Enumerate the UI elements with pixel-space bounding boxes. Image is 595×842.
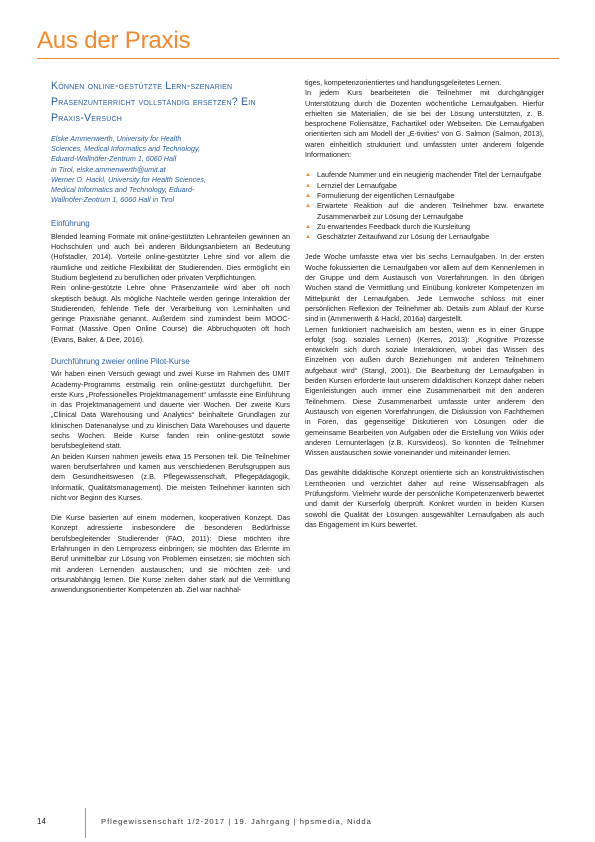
left-column — [51, 72, 290, 596]
list-item: ▲ Erwartete Reaktion auf die anderen Teilnehmer bzw. erwartete Zusammenarbeit zur Lösung der Lernaufgabe — [305, 201, 544, 221]
list-item: ▲ Formulierung der eigentlichen Lernaufgabe — [305, 190, 455, 200]
bullet-marker-icon: ▲ — [305, 223, 311, 230]
footer-divider — [85, 808, 86, 838]
footer-text: Pflegewissenschaft 1/2-2017 | 19. Jahrgang | hpsmedia, Nidda — [101, 817, 372, 826]
paragraph: In jedem Kurs bearbeiteten die Teilnehmer mit durchgängiger Unterstützung durch die Dozenten wöchentliche Lernaufgaben. Hierfür erhielten sie Materialien, die sie bei der Lösung unterstützten, z. B. besprochene Foliensätze, Fachartikel oder Webseiten. Die Lernaufgaben orientierten sich am Modell der „E-tivities“ von G. Salmon (Salmon, 2013), waren einheitlich strukturiert und umfassten unter anderem folgende Informationen: — [305, 88, 544, 160]
paragraph: Das gewählte didaktische Konzept orientierte sich an konstruktivistischen Lerntheorien und verzichtet daher auf reine Wissensabfragen als Prüfungsform. Vielmehr wurde der persönliche Kompetenzerwerb bewertet und damit der Kurserfolg überprüft. Konkret wurden in beiden Kursen sowohl die Qualität der Lösungen ausgewählter Lernaufgaben als auch das Engagement im Kurs bewertet. — [305, 468, 544, 529]
bullet-marker-icon: ▲ — [305, 234, 311, 241]
paragraph: tiges, kompetenzorientiertes und handlungsgeleitetes Lernen. — [305, 78, 502, 87]
section-title: Aus der Praxis — [37, 27, 191, 54]
list-item: ▲ Lernziel der Lernaufgabe — [305, 180, 397, 190]
paragraph: Wir haben einen Versuch gewagt und zwei Kurse im Rahmen des UMIT Academy-Programms erstmalig rein online-gestützt durchgeführt. Der erste Kurs „Professionelles Projektmanagement“ umfasste eine Einführung in das Projektmanagement und dauerte vier Wochen. Der zweite Kurs „Clinical Data Warehousing und Analytics“ beinhaltete Grundlagen zur klinischen Datenanalyse und zu klinischen Data Warehouses und dauerte sechs Wochen. Beide Kurse fanden rein online-gestützt sowie berufsbegleitend statt. — [51, 369, 290, 451]
list-item: ▲ Geschätzter Zeitaufwand zur Lösung der Lernaufgabe — [305, 232, 490, 242]
author-line: Medical Informatics and Technology, Eduard- — [51, 185, 195, 195]
paragraph: Lernen funktioniert nachweislich am besten, wenn es in einer Gruppe erfolgt (sog. soziales Lernen) (Kerres, 2013): „Kognitive Prozesse entwickeln sich durch soziale Interaktionen, wobei das Wissen des Einzelnen von außen durch Beziehungen mit anderen Teilnehmern aufgebaut wird“ (Stangl, 2001). Die Bearbeitung der Lernaufgaben in beiden Kursen erforderte laut unserem didaktischen Konzept daher neben Eigenleistungen auch immer eine Zusammenarbeit mit den anderen Teilnehmern. Diese Zusammenarbeit umfasste unter anderem den Austausch von eigenen Vorerfahrungen, die Diskussion von Fachthemen in Foren, das gegenseitige Diskutieren von Lösungen oder die gemeinsame Bearbeiten von Aufgaben oder die Erstellung von Wikis oder anderen Lernunterlagen (z.B. Kursvideos). So konnten die Teilnehmer Wissen austauschen sowie voneinander und miteinander lernen. — [305, 324, 544, 458]
article-title: Können online-gestützte Lern-szenarien Präsenzunterricht vollständig ersetzen? Ein Praxis-Versuch — [51, 80, 256, 124]
paragraph: Jede Woche umfasste etwa vier bis sechs Lernaufgaben. In der ersten Woche fokussierten die Lernaufgaben vor allem auf dem Kennenlernen in der Gruppe und dem Austausch von Vorerfahrungen. In den übrigen Wochen stand die Vermittlung und Einübung konkreter Kompetenzen im Mittelpunkt der Lernaufgaben. Jede Lernwoche schloss mit einer persönlichen Reflexion der Teilnehmer ab. Details zum Ablauf der Kurse sind in (Ammenwerth & Hackl, 2016a) dargestellt. — [305, 252, 544, 324]
bullet-marker-icon: ▲ — [305, 192, 311, 199]
paragraph: Blended learning Formate mit online-gestützten Lehranteilen gewinnen an Hochschulen und auch bei anderen Bildungsanbietern an Bedeutung (Hofstadler, 2014). Vorteile online-gestützter Lehre sind vor allem die räumliche und zeitliche Flexibilität der Studierenden. Dies ermöglicht ein Studium begleitend zu beruflichen oder privaten Verpflichtungen. — [51, 231, 290, 282]
bullet-marker-icon: ▲ — [305, 172, 311, 179]
author-line: Elske Ammenwerth, University for Health — [51, 134, 182, 143]
right-column — [305, 78, 544, 530]
heading-pilot: Durchführung zweier online Pilot-Kurse — [51, 356, 190, 366]
bullet-list — [305, 170, 544, 242]
top-divider — [37, 58, 559, 59]
author-block — [51, 134, 290, 205]
list-item: ▲ Zu erwartendes Feedback durch die Kursleitung — [305, 221, 471, 231]
heading-intro: Einführung — [51, 219, 90, 229]
author-line: Sciences, Medical Informatics and Technology, — [51, 144, 201, 154]
bullet-marker-icon: ▲ — [305, 182, 311, 189]
author-line: Eduard-Wallnöfer-Zentrum 1, 6060 Hall — [51, 154, 177, 164]
paragraph: Rein online-gestützte Lehre ohne Präsenzanteile wird aber oft noch skeptisch beäugt. Als mögliche Nachteile werden geringe Interaktion der Studierenden, fehlende Tiefe der Verarbeitung von Lerninhalten und geringe Praxisnähe genannt. Außerdem sind zumindest beim MOOC-Format (Massive Open Online Course) die Abbruchquoten oft hoch (Evans, Baker, & Dee, 2016). — [51, 283, 290, 344]
paragraph: Die Kurse basierten auf einem modernen, kooperativen Konzept. Das Konzept adressierte insbesondere die besonderen Bedürfnisse berufsbegleitender Studierender (FAO, 2011): Diese möchten ihre Erfahrungen in den Lernprozess einbringen; sie möchten das Erlernte im Beruf unmittelbar zur Lösung von Problemen einsetzen; sie möchten sich mit anderen Lernenden austauschen; und sie möchten zeit- und ortsunabhängig lernen. Die Kurse zielten daher stark auf die Vermittlung anwendungsorientierter Kompetenzen ab. Ziel war nachhal- — [51, 513, 290, 595]
list-item: ▲ Laufende Nummer und ein neugierig machender Titel der Lernaufgabe — [305, 170, 542, 180]
author-line: Werner O. Hackl, University for Health Sciences, — [51, 174, 206, 184]
bullet-marker-icon: ▲ — [305, 203, 311, 210]
paragraph: An beiden Kursen nahmen jeweils etwa 15 Personen teil. Die Teilnehmer waren berufserfahren und kamen aus verschiedenen Berufsgruppen aus dem Gesundheitswesen (z.B. Pflegewissenschaft, Pflegepädagogik, Informatik, Qualitätsmanagement). Die meisten Teilnehmer kannten sich nicht vor Beginn des Kurses. — [51, 451, 290, 502]
page-number: 14 — [37, 817, 46, 826]
author-line: Wallnöfer-Zentrum 1, 6060 Hall in Tirol — [51, 195, 175, 205]
page-footer — [37, 806, 559, 836]
author-line: in Tirol, elske.ammenwerth@umit.at — [51, 164, 166, 174]
